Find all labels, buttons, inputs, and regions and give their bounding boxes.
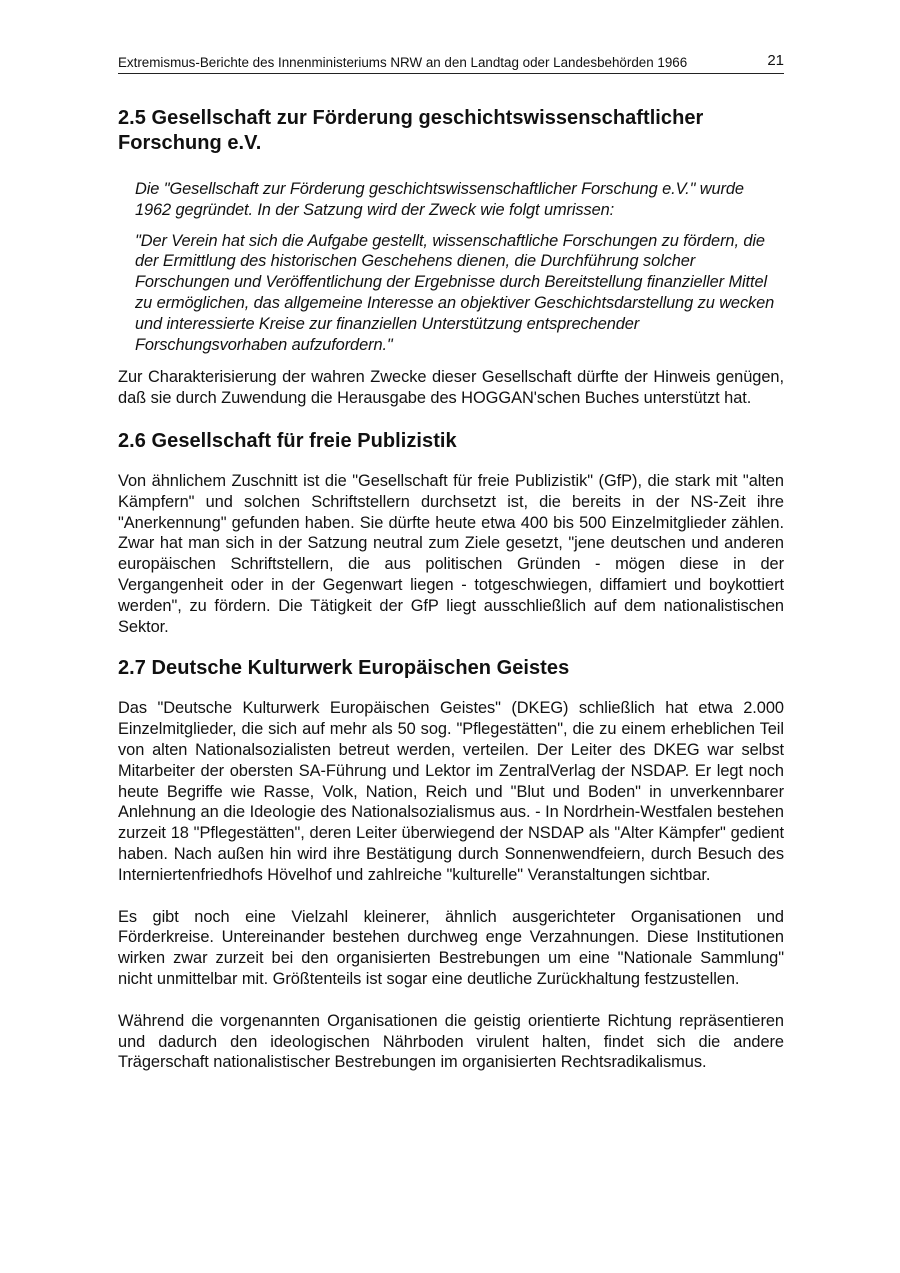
- quote-statute: "Der Verein hat sich die Aufgabe gestellt, wissenschaftliche Forschungen zu fördern, die der Ermittlung des historischen Geschehens dienen, die Durchführung solcher Forschungen und Veröffentlichung der Ergebnisse durch Bereitstellung finanzieller Mittel zu ermöglichen, das allgemeine Interesse an objektiver Geschichtsdarstellung zu wecken und interessierte Kreise zur finanziellen Unterstützung entsprechender Forschungsvorhaben aufzufordern.": [135, 231, 775, 354]
- page-content: [118, 106, 784, 1073]
- section-heading-2-7: 2.7 Deutsche Kulturwerk Europäischen Geistes: [118, 657, 570, 680]
- paragraph-2-7-organisations: Es gibt noch eine Vielzahl kleinerer, ähnlich ausgerichteter Organisationen und Förderkreise. Untereinander bestehen durchweg enge Verzahnungen. Diese Institutionen wirken zwar zurzeit bei den organisierten Bestrebungen um eine "Nationale Sammlung" nicht unmittelbar mit. Größtenteils ist sogar eine deutliche Zurückhaltung festzustellen.: [118, 907, 784, 988]
- section-heading-2-6: 2.6 Gesellschaft für freie Publizistik: [118, 429, 457, 452]
- paragraph-2-7-conclusion: Während die vorgenannten Organisationen die geistig orientierte Richtung repräsentieren und dadurch den ideologischen Nährboden virulent halten, findet sich die andere Trägerschaft nationalistischer Bestrebungen im organisierten Rechtsradikalismus.: [118, 1011, 784, 1072]
- header-title: Extremismus-Berichte des Innenministeriums NRW an den Landtag oder Landesbehörden 1966: [118, 55, 688, 70]
- quote-intro: Die "Gesellschaft zur Förderung geschichtswissenschaftlicher Forschung e.V." wurde 1962 gegründet. In der Satzung wird der Zweck wie folgt umrissen:: [135, 180, 744, 219]
- page-number: 21: [767, 52, 784, 69]
- paragraph-2-5: Zur Charakterisierung der wahren Zwecke dieser Gesellschaft dürfte der Hinweis genügen, daß sie durch Zuwendung die Herausgabe des HOGGAN'schen Buches unterstützt hat.: [118, 368, 784, 408]
- section-heading-2-5: 2.5 Gesellschaft zur Förderung geschichtswissenschaftlicher Forschung e.V.: [118, 107, 704, 154]
- paragraph-2-7-dkeg: Das "Deutsche Kulturwerk Europäischen Geistes" (DKEG) schließlich hat etwa 2.000 Einzelmitglieder, die sich auf mehr als 50 sog. "Pflegestätten", die zu einem erheblichen Teil von alten Nationalsozialisten betreut werden, verteilen. Der Leiter des DKEG war selbst Mitarbeiter der obersten SA-Führung und Lektor im ZentralVerlag der NSDAP. Er legt noch heute Begriffe wie Rasse, Volk, Nation, Reich und "Blut und Boden" in unverkennbarer Anlehnung an die Ideologie des Nationalsozialismus aus. - In Nordrhein-Westfalen bestehen zurzeit 18 "Pflegestätten", deren Leiter überwiegend der NSDAP als "Alter Kämpfer" gedient haben. Nach außen hin wird ihre Bestätigung durch Sonnenwendfeiern, durch Besuch des Interniertenfriedhofs Hövelhof und zahlreiche "kulturelle" Veranstaltungen sichtbar.: [118, 699, 784, 884]
- running-header: [118, 53, 784, 74]
- paragraph-2-6: Von ähnlichem Zuschnitt ist die "Gesellschaft für freie Publizistik" (GfP), die stark mit "alten Kämpfern" und solchen Schriftstellern durchsetzt ist, die bereits in der NS-Zeit ihre "Anerkennung" gefunden haben. Sie dürfte heute etwa 400 bis 500 Einzelmitglieder zählen. Zwar hat man sich in der Satzung neutral zum Ziele gesetzt, "jene deutschen und anderen europäischen Schriftstellern, die aus politischen Gründen - mögen diese in der Vergangenheit oder in der Gegenwart liegen - totgeschwiegen, diffamiert und boykottiert werden", zu fördern. Die Tätigkeit der GfP liegt ausschließlich auf dem nationalistischen Sektor.: [118, 471, 784, 636]
